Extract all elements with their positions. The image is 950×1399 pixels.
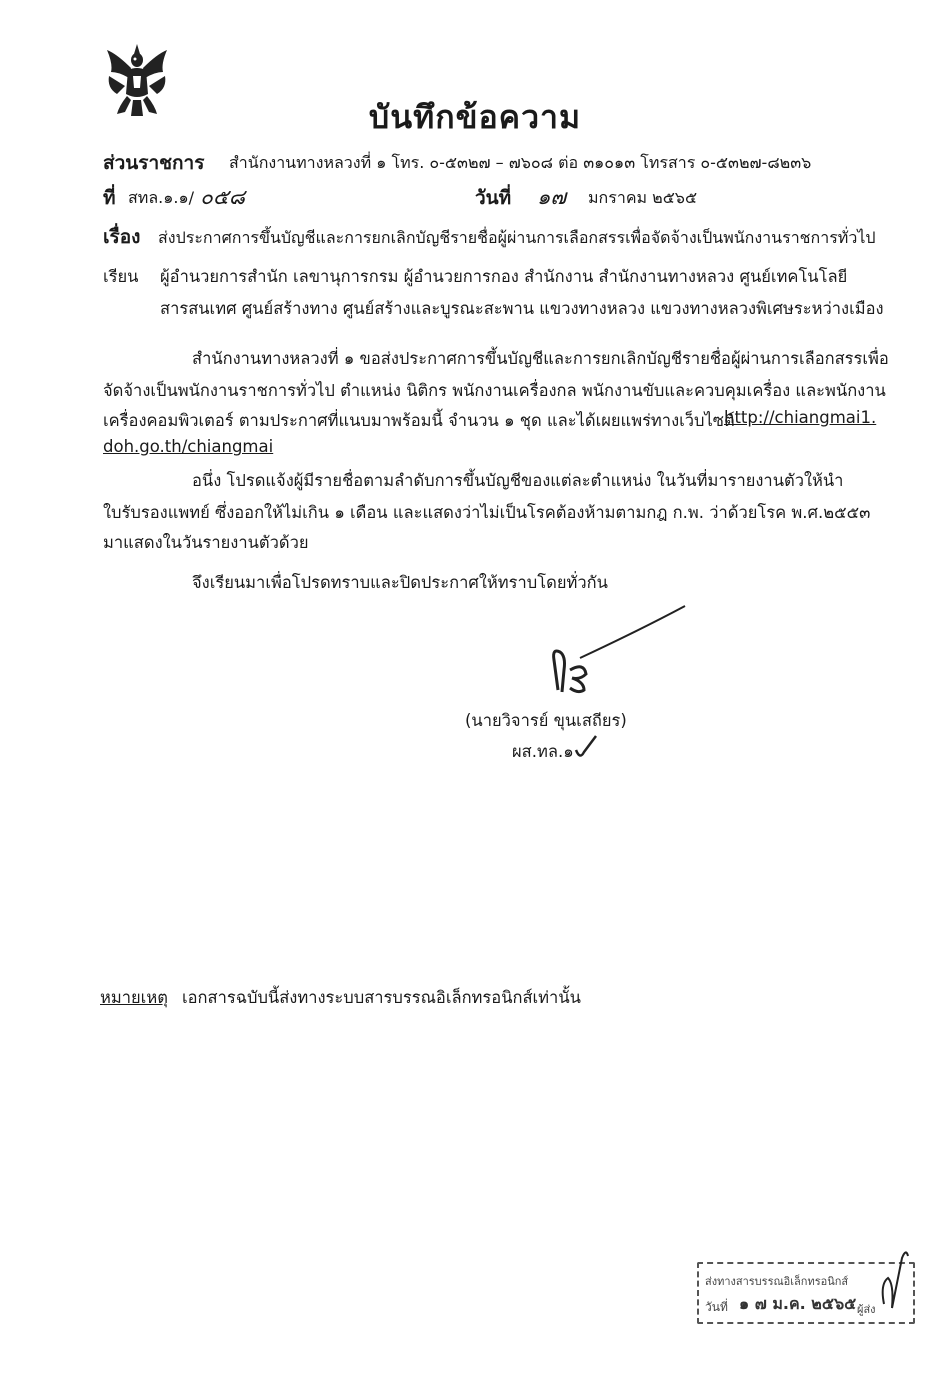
- paragraph-1-line-2: จัดจ้างเป็นพนักงานราชการทั่วไป ตำแหน่ง นิติกร พนักงานเครื่องกล พนักงานขับและควบคุมเครื่อง และพนักงาน: [103, 381, 886, 400]
- closing-line: จึงเรียนมาเพื่อโปรดทราบและปิดประกาศให้ทราบโดยทั่วกัน: [192, 573, 608, 592]
- position-mark-icon: [574, 734, 600, 762]
- note-text: เอกสารฉบับนี้ส่งทางระบบสารบรรณอิเล็กทรอนิกส์เท่านั้น: [182, 988, 581, 1007]
- subject-label: เรื่อง: [103, 226, 141, 248]
- ref-label: ที่: [103, 187, 116, 209]
- ref-handwritten-number: ๐๕๘: [200, 185, 245, 209]
- stamp-sender-label: ผู้ส่ง: [857, 1303, 876, 1316]
- signer-position: ผส.ทล.๑: [512, 742, 574, 761]
- stamp-initial-mark: [878, 1244, 918, 1314]
- agency-value: สำนักงานทางหลวงที่ ๑ โทร. ๐-๕๓๒๗ – ๗๖๐๘ ต่อ ๓๑๐๑๓ โทรสาร ๐-๕๓๒๗-๘๒๓๖: [229, 153, 812, 172]
- to-label: เรียน: [103, 267, 139, 286]
- agency-label: ส่วนราชการ: [103, 152, 205, 174]
- paragraph-1-line-1: สำนักงานทางหลวงที่ ๑ ขอส่งประกาศการขึ้นบัญชีและการยกเลิกบัญชีรายชื่อผู้ผ่านการเลือกสรรเพื่อ: [192, 349, 889, 368]
- paragraph-1-line-3: เครื่องคอมพิวเตอร์ ตามประกาศที่แนบมาพร้อมนี้ จำนวน ๑ ชุด และได้เผยแพร่ทางเว็บไซต์: [103, 411, 735, 430]
- paragraph-2-line-3: มาแสดงในวันรายงานตัวด้วย: [103, 533, 309, 552]
- date-month-year: มกราคม ๒๕๖๕: [588, 188, 698, 207]
- stamp-date-value: ๑ ๗ ม.ค. ๒๕๖๕: [739, 1294, 857, 1313]
- document-title: บันทึกข้อความ: [368, 98, 582, 136]
- note-label: หมายเหตุ: [100, 988, 168, 1007]
- stamp-line-1: ส่งทางสารบรรณอิเล็กทรอนิกส์: [705, 1275, 849, 1288]
- subject-value: ส่งประกาศการขึ้นบัญชีและการยกเลิกบัญชีรายชื่อผู้ผ่านการเลือกสรรเพื่อจัดจ้างเป็นพนักงานราชการทั่วไป: [158, 228, 876, 247]
- paragraph-2-line-2: ใบรับรองแพทย์ ซึ่งออกให้ไม่เกิน ๑ เดือน และแสดงว่าไม่เป็นโรคต้องห้ามตามกฎ ก.พ. ว่าด้วยโรค พ.ศ.๒๕๕๓: [103, 503, 871, 522]
- website-link-continued[interactable]: doh.go.th/chiangmai: [103, 437, 274, 456]
- date-label: วันที่: [475, 187, 512, 209]
- paragraph-2-line-1: อนึ่ง โปรดแจ้งผู้มีรายชื่อตามลำดับการขึ้นบัญชีของแต่ละตำแหน่ง ในวันที่มารายงานตัวให้นำ: [192, 471, 844, 490]
- to-line-1: ผู้อำนวยการสำนัก เลขานุการกรม ผู้อำนวยการกอง สำนักงาน สำนักงานทางหลวง ศูนย์เทคโนโลยี: [160, 267, 848, 286]
- date-day-handwritten: ๑๗: [537, 185, 567, 209]
- handwritten-signature: [540, 600, 690, 700]
- to-line-2: สารสนเทศ ศูนย์สร้างทาง ศูนย์สร้างและบูรณะสะพาน แขวงทางหลวง แขวงทางหลวงพิเศษระหว่างเมือง: [160, 299, 884, 318]
- stamp-date-label: วันที่: [705, 1300, 728, 1314]
- ref-value: สทล.๑.๑/: [128, 188, 194, 207]
- signer-name: (นายวิจารย์ ขุนเสถียร): [465, 711, 627, 730]
- website-link[interactable]: http://chiangmai1.: [724, 408, 877, 427]
